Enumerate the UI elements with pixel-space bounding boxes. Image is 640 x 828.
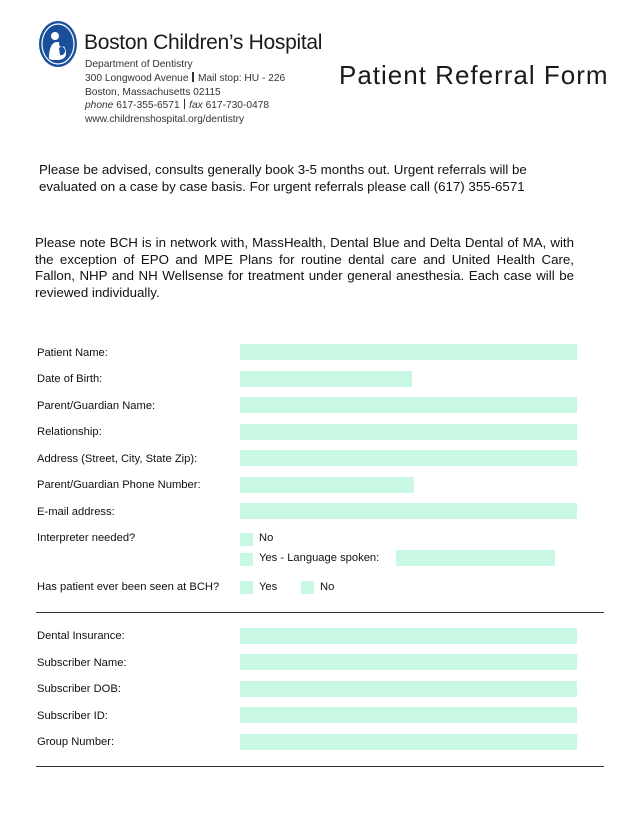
interpreter-label: Interpreter needed?	[37, 532, 136, 544]
interpreter-no-checkbox[interactable]	[240, 533, 253, 546]
dental-insurance-label: Dental Insurance:	[37, 630, 125, 642]
seen-yes-checkbox[interactable]	[240, 581, 253, 594]
patient-name-label: Patient Name:	[37, 347, 108, 359]
address-label: Address (Street, City, State Zip):	[37, 453, 198, 465]
group-number-label: Group Number:	[37, 736, 115, 748]
address-field[interactable]	[240, 450, 577, 466]
separator	[192, 72, 194, 82]
interpreter-yes-checkbox[interactable]	[240, 553, 253, 566]
phone-label: phone	[85, 100, 114, 112]
guardian-phone-field[interactable]	[240, 477, 414, 493]
subscriber-id-field[interactable]	[240, 707, 577, 723]
dob-field[interactable]	[240, 371, 412, 387]
fax-number: 617-730-0478	[205, 100, 270, 112]
separator	[184, 99, 186, 109]
subscriber-name-field[interactable]	[240, 654, 577, 670]
street-line	[85, 72, 285, 86]
contact-line	[85, 99, 285, 113]
department-address	[85, 58, 285, 127]
patient-name-field[interactable]	[240, 344, 577, 360]
department-name: Department of Dentistry	[85, 59, 193, 70]
consult-notice: Please be advised, consults generally book 3-5 months out. Urgent referrals will be evaluated on a case by case basis. For urgent referrals please call (617) 355-6571	[39, 162, 527, 194]
dob-label: Date of Birth:	[37, 373, 103, 385]
guardian-name-field[interactable]	[240, 397, 577, 413]
website: www.childrenshospital.org/dentistry	[85, 114, 245, 126]
subscriber-id-label: Subscriber ID:	[37, 710, 108, 722]
language-field[interactable]	[396, 550, 555, 566]
form-title: Patient Referral Form	[339, 60, 609, 90]
hospital-logo-icon	[38, 20, 78, 68]
hospital-name: Boston Children’s Hospital	[84, 31, 323, 54]
relationship-label: Relationship:	[37, 426, 102, 438]
city-line: Boston, Massachusetts 02115	[85, 86, 221, 98]
subscriber-dob-label: Subscriber DOB:	[37, 683, 121, 695]
dental-insurance-field[interactable]	[240, 628, 577, 644]
email-field[interactable]	[240, 503, 577, 519]
guardian-phone-label: Parent/Guardian Phone Number:	[37, 479, 201, 491]
interpreter-yes-label: Yes - Language spoken:	[259, 552, 380, 564]
email-label: E-mail address:	[37, 506, 115, 518]
relationship-field[interactable]	[240, 424, 577, 440]
bottom-divider	[36, 766, 604, 767]
seen-no-label: No	[320, 581, 335, 593]
section-divider	[36, 612, 604, 613]
interpreter-no-label: No	[259, 532, 274, 544]
network-notice: Please note BCH is in network with, MassHealth, Dental Blue and Delta Dental of MA, with the exception of EPO and MPE Plans for routine dental care and United Health Care, Fallon, NHP and NH Wellsense for treatment under general anesthesia. Each case will be reviewed individually.	[35, 235, 574, 300]
guardian-name-label: Parent/Guardian Name:	[37, 400, 156, 412]
mail-stop: Mail stop: HU - 226	[197, 72, 286, 84]
subscriber-name-label: Subscriber Name:	[37, 657, 127, 669]
subscriber-dob-field[interactable]	[240, 681, 577, 697]
seen-before-label: Has patient ever been seen at BCH?	[37, 581, 220, 593]
fax-label: fax	[189, 100, 203, 112]
street-address: 300 Longwood Avenue	[85, 72, 189, 84]
phone-number: 617-355-6571	[116, 100, 180, 112]
group-number-field[interactable]	[240, 734, 577, 750]
seen-yes-label: Yes	[259, 581, 278, 593]
seen-no-checkbox[interactable]	[301, 581, 314, 594]
